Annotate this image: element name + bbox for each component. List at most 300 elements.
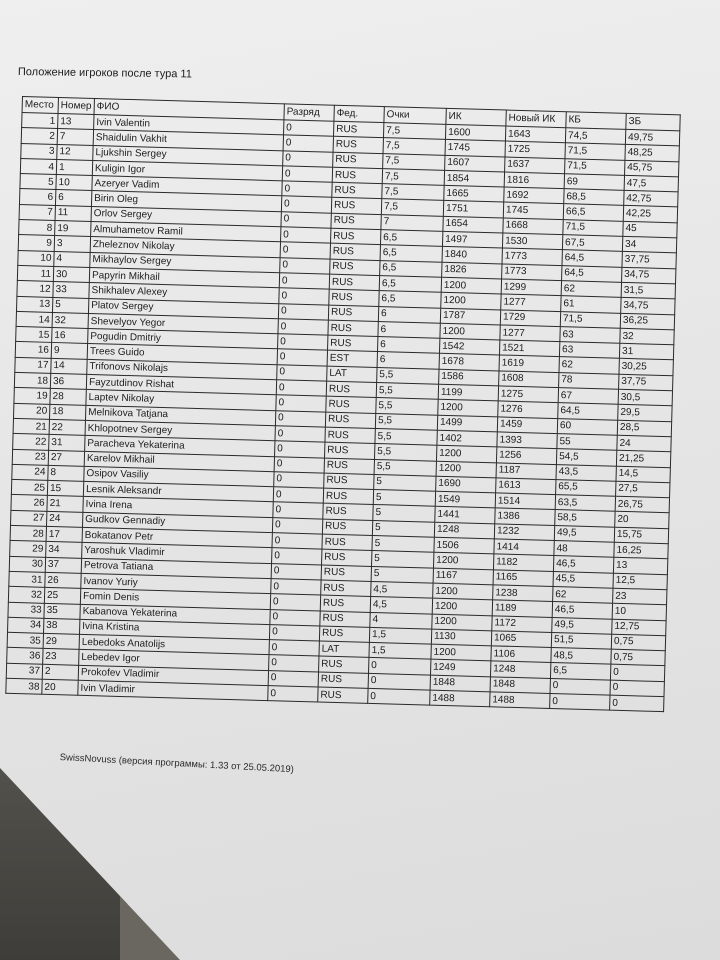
cell-rating: 1600 bbox=[445, 124, 505, 141]
standings-table-body bbox=[6, 97, 680, 712]
cell-fed: RUS bbox=[324, 473, 374, 490]
cell-rank: 0 bbox=[271, 563, 321, 580]
cell-new-rating: 1816 bbox=[504, 172, 564, 189]
cell-name: Kabanova Yekaterina bbox=[80, 604, 270, 625]
cell-zb: 30,25 bbox=[619, 359, 673, 376]
cell-place: 32 bbox=[8, 587, 44, 603]
cell-rank: 0 bbox=[271, 579, 321, 596]
cell-place: 19 bbox=[14, 388, 50, 404]
cell-kb: 48,5 bbox=[551, 648, 611, 665]
cell-place: 3 bbox=[21, 143, 57, 159]
cell-kb: 62 bbox=[559, 357, 619, 374]
cell-kb: 43,5 bbox=[556, 464, 616, 481]
cell-fed: RUS bbox=[328, 335, 378, 352]
cell-new-rating: 1773 bbox=[502, 248, 562, 265]
document-title: Положение игроков после тура 11 bbox=[17, 66, 192, 81]
cell-rank: 0 bbox=[272, 517, 322, 534]
cell-new-rating: 1608 bbox=[499, 371, 559, 388]
cell-name: Laptev Nikolay bbox=[86, 390, 276, 411]
cell-kb: 64,5 bbox=[562, 265, 622, 282]
cell-new-rating: 1106 bbox=[491, 646, 551, 663]
cell-new-rating: 1299 bbox=[501, 279, 561, 296]
cell-place: 7 bbox=[19, 204, 55, 220]
cell-place: 9 bbox=[18, 235, 54, 251]
cell-kb: 0 bbox=[550, 693, 610, 710]
cell-kb: 63 bbox=[559, 342, 619, 359]
cell-points: 5 bbox=[371, 566, 433, 583]
cell-kb: 0 bbox=[550, 678, 610, 695]
cell-place: 28 bbox=[10, 525, 46, 541]
header-cell-kb: КБ bbox=[566, 112, 626, 130]
cell-number: 36 bbox=[50, 373, 86, 389]
cell-new-rating: 1277 bbox=[501, 294, 561, 311]
cell-rating: 1200 bbox=[436, 461, 496, 478]
cell-name: Melnikova Tatjana bbox=[85, 405, 275, 426]
cell-rank: 0 bbox=[279, 273, 329, 290]
cell-kb: 46,5 bbox=[552, 602, 612, 619]
cell-rank: 0 bbox=[278, 334, 328, 351]
cell-fed: LAT bbox=[327, 366, 377, 383]
cell-rating: 1200 bbox=[432, 598, 492, 615]
cell-name: Prokofev Vladimir bbox=[78, 665, 268, 686]
cell-zb: 49,75 bbox=[625, 129, 679, 146]
cell-rating: 1848 bbox=[430, 675, 490, 692]
cell-number: 12 bbox=[57, 144, 93, 160]
cell-zb: 34,75 bbox=[621, 298, 675, 315]
cell-rating: 1199 bbox=[438, 384, 498, 401]
cell-points: 6,5 bbox=[380, 230, 442, 247]
cell-zb: 24 bbox=[617, 435, 671, 452]
cell-name: Osipov Vasiliy bbox=[84, 466, 274, 487]
cell-rating: 1542 bbox=[439, 338, 499, 355]
cell-number: 1 bbox=[56, 159, 92, 175]
cell-points: 5 bbox=[374, 474, 436, 491]
cell-rank: 0 bbox=[276, 395, 326, 412]
cell-zb: 34,75 bbox=[622, 267, 676, 284]
cell-points: 1,5 bbox=[369, 627, 431, 644]
cell-kb: 60 bbox=[557, 418, 617, 435]
cell-number: 35 bbox=[44, 603, 80, 619]
cell-number: 10 bbox=[56, 175, 92, 191]
cell-rating: 1200 bbox=[433, 583, 493, 600]
cell-rank: 0 bbox=[269, 640, 319, 657]
cell-kb: 66,5 bbox=[563, 204, 623, 221]
cell-place: 16 bbox=[15, 342, 51, 358]
cell-fed: RUS bbox=[326, 381, 376, 398]
cell-rank: 0 bbox=[268, 670, 318, 687]
cell-number: 7 bbox=[57, 129, 93, 145]
cell-number: 5 bbox=[52, 297, 88, 313]
header-cell-name: ФИО bbox=[94, 99, 284, 120]
cell-points: 7,5 bbox=[381, 199, 443, 216]
cell-rating: 1441 bbox=[435, 507, 495, 524]
cell-rating: 1840 bbox=[442, 247, 502, 264]
cell-place: 37 bbox=[6, 663, 42, 679]
cell-place: 15 bbox=[16, 327, 52, 343]
cell-points: 7 bbox=[381, 214, 443, 231]
cell-fed: RUS bbox=[324, 458, 374, 475]
cell-new-rating: 1386 bbox=[495, 508, 555, 525]
cell-rank: 0 bbox=[281, 212, 331, 229]
cell-new-rating: 1459 bbox=[497, 417, 557, 434]
cell-rank: 0 bbox=[273, 502, 323, 519]
cell-new-rating: 1530 bbox=[502, 233, 562, 250]
cell-zb: 45,75 bbox=[625, 160, 679, 177]
cell-new-rating: 1187 bbox=[496, 462, 556, 479]
cell-zb: 12,5 bbox=[613, 573, 667, 590]
cell-place: 34 bbox=[8, 617, 44, 633]
cell-rating: 1654 bbox=[443, 216, 503, 233]
cell-rating: 1249 bbox=[430, 660, 490, 677]
cell-zb: 30,5 bbox=[618, 389, 672, 406]
cell-kb: 71,5 bbox=[565, 158, 625, 175]
cell-new-rating: 1613 bbox=[496, 478, 556, 495]
cell-name: Fayzutdinov Rishat bbox=[86, 374, 276, 395]
cell-name: Pogudin Dmitriy bbox=[88, 329, 278, 350]
cell-new-rating: 1619 bbox=[499, 355, 559, 372]
cell-name: Fomin Denis bbox=[80, 589, 270, 610]
cell-points: 6 bbox=[378, 321, 440, 338]
cell-rank: 0 bbox=[276, 380, 326, 397]
cell-place: 26 bbox=[11, 495, 47, 511]
cell-zb: 28,5 bbox=[617, 420, 671, 437]
cell-number: 34 bbox=[46, 542, 82, 558]
cell-name: Ivina Kristina bbox=[79, 619, 269, 640]
cell-points: 4,5 bbox=[371, 581, 433, 598]
cell-points: 6 bbox=[378, 306, 440, 323]
cell-kb: 67,5 bbox=[562, 235, 622, 252]
cell-rank: 0 bbox=[275, 410, 325, 427]
cell-new-rating: 1729 bbox=[500, 310, 560, 327]
cell-place: 38 bbox=[6, 678, 42, 694]
cell-new-rating: 1393 bbox=[497, 432, 557, 449]
cell-fed: RUS bbox=[320, 611, 370, 628]
header-cell-number: Номер bbox=[58, 98, 94, 115]
cell-rank: 0 bbox=[269, 655, 319, 672]
cell-new-rating: 1725 bbox=[505, 141, 565, 158]
cell-new-rating: 1414 bbox=[494, 539, 554, 556]
cell-fed: RUS bbox=[328, 320, 378, 337]
cell-name: Paracheva Yekaterina bbox=[85, 436, 275, 457]
cell-points: 7,5 bbox=[383, 123, 445, 140]
cell-kb: 46,5 bbox=[553, 556, 613, 573]
cell-new-rating: 1065 bbox=[491, 631, 551, 648]
cell-fed: RUS bbox=[330, 244, 380, 261]
cell-name: Orlov Sergey bbox=[91, 206, 281, 227]
cell-name: Ivina Irena bbox=[83, 497, 273, 518]
cell-zb: 14,5 bbox=[616, 466, 670, 483]
cell-zb: 10 bbox=[612, 603, 666, 620]
cell-new-rating: 1773 bbox=[502, 264, 562, 281]
cell-number: 3 bbox=[54, 236, 90, 252]
cell-rank: 0 bbox=[270, 609, 320, 626]
cell-name: Mikhaylov Sergey bbox=[90, 252, 280, 273]
cell-rank: 0 bbox=[278, 303, 328, 320]
cell-name: Ivin Vladimir bbox=[78, 680, 268, 701]
cell-fed: RUS bbox=[329, 289, 379, 306]
cell-kb: 67 bbox=[558, 388, 618, 405]
cell-zb: 29,5 bbox=[618, 405, 672, 422]
cell-fed: RUS bbox=[321, 580, 371, 597]
cell-name: Kuligin Igor bbox=[92, 160, 282, 181]
standings-table bbox=[5, 96, 680, 712]
cell-zb: 48,25 bbox=[625, 145, 679, 162]
cell-zb: 34 bbox=[622, 236, 676, 253]
cell-kb: 65,5 bbox=[556, 479, 616, 496]
cell-number: 22 bbox=[49, 419, 85, 435]
cell-fed: RUS bbox=[322, 534, 372, 551]
program-footer: SwissNovuss (версия программы: 1.33 от 25.05.2019) bbox=[59, 752, 295, 776]
cell-rating: 1690 bbox=[436, 476, 496, 493]
cell-rating: 1167 bbox=[433, 568, 493, 585]
cell-number: 18 bbox=[49, 404, 85, 420]
cell-place: 36 bbox=[7, 648, 43, 664]
cell-zb: 36,25 bbox=[620, 313, 674, 330]
cell-points: 7,5 bbox=[382, 184, 444, 201]
cell-kb: 48 bbox=[554, 541, 614, 558]
cell-kb: 49,5 bbox=[554, 525, 614, 542]
cell-kb: 51,5 bbox=[551, 632, 611, 649]
cell-number: 26 bbox=[45, 572, 81, 588]
cell-name: Lebedoks Anatolijs bbox=[79, 634, 269, 655]
cell-new-rating: 1488 bbox=[490, 692, 550, 709]
cell-points: 4 bbox=[370, 612, 432, 629]
header-cell-points: Очки bbox=[384, 107, 446, 125]
header-cell-zb: ЗБ bbox=[626, 113, 680, 131]
cell-place: 8 bbox=[19, 220, 55, 236]
cell-fed: RUS bbox=[323, 503, 373, 520]
cell-zb: 45 bbox=[623, 221, 677, 238]
cell-number: 6 bbox=[55, 190, 91, 206]
cell-new-rating: 1277 bbox=[500, 325, 560, 342]
cell-rank: 0 bbox=[281, 196, 331, 213]
cell-rating: 1200 bbox=[441, 293, 501, 310]
cell-points: 0 bbox=[368, 673, 430, 690]
cell-new-rating: 1256 bbox=[496, 447, 556, 464]
cell-fed: RUS bbox=[319, 656, 369, 673]
cell-rank: 0 bbox=[284, 120, 334, 137]
cell-rank: 0 bbox=[270, 594, 320, 611]
cell-new-rating: 1165 bbox=[493, 569, 553, 586]
cell-place: 29 bbox=[10, 541, 46, 557]
cell-zb: 0 bbox=[610, 680, 664, 697]
cell-name: Shikhalev Alexey bbox=[89, 283, 279, 304]
cell-number: 11 bbox=[55, 205, 91, 221]
cell-number: 27 bbox=[48, 450, 84, 466]
header-cell-rating: ИК bbox=[446, 108, 506, 126]
cell-number: 37 bbox=[45, 557, 81, 573]
cell-kb: 71,5 bbox=[565, 143, 625, 160]
cell-fed: RUS bbox=[333, 121, 383, 138]
cell-rating: 1826 bbox=[442, 262, 502, 279]
cell-rating: 1248 bbox=[434, 522, 494, 539]
cell-rank: 0 bbox=[273, 487, 323, 504]
cell-zb: 42,25 bbox=[623, 206, 677, 223]
cell-rating: 1402 bbox=[437, 430, 497, 447]
cell-fed: RUS bbox=[331, 213, 381, 230]
cell-zb: 15,75 bbox=[614, 527, 668, 544]
cell-fed: RUS bbox=[325, 427, 375, 444]
cell-place: 2 bbox=[21, 128, 57, 144]
cell-place: 24 bbox=[12, 464, 48, 480]
cell-zb: 0 bbox=[610, 665, 664, 682]
cell-number: 2 bbox=[42, 664, 78, 680]
cell-place: 10 bbox=[18, 250, 54, 266]
cell-kb: 49,5 bbox=[552, 617, 612, 634]
cell-zb: 47,5 bbox=[624, 175, 678, 192]
cell-name: Lesnik Aleksandr bbox=[83, 481, 273, 502]
cell-new-rating: 1521 bbox=[499, 340, 559, 357]
cell-zb: 21,25 bbox=[616, 450, 670, 467]
header-cell-fed: Фед. bbox=[334, 105, 384, 122]
cell-rank: 0 bbox=[277, 364, 327, 381]
cell-fed: RUS bbox=[330, 259, 380, 276]
cell-number: 32 bbox=[52, 312, 88, 328]
cell-rating: 1200 bbox=[441, 277, 501, 294]
cell-new-rating: 1745 bbox=[503, 202, 563, 219]
cell-number: 8 bbox=[48, 465, 84, 481]
cell-rating: 1200 bbox=[432, 614, 492, 631]
cell-kb: 45,5 bbox=[553, 571, 613, 588]
cell-new-rating: 1276 bbox=[498, 401, 558, 418]
cell-number: 15 bbox=[47, 480, 83, 496]
cell-fed: EST bbox=[327, 351, 377, 368]
cell-points: 0 bbox=[368, 688, 430, 705]
cell-place: 11 bbox=[17, 265, 53, 281]
cell-points: 5 bbox=[372, 535, 434, 552]
cell-number: 19 bbox=[55, 221, 91, 237]
cell-points: 5,5 bbox=[375, 413, 437, 430]
header-cell-place: Место bbox=[22, 97, 58, 114]
cell-rank: 0 bbox=[277, 349, 327, 366]
cell-points: 6,5 bbox=[380, 245, 442, 262]
cell-zb: 13 bbox=[613, 558, 667, 575]
cell-place: 14 bbox=[16, 311, 52, 327]
cell-new-rating: 1182 bbox=[493, 554, 553, 571]
cell-fed: RUS bbox=[325, 412, 375, 429]
cell-rating: 1607 bbox=[445, 155, 505, 172]
cell-fed: RUS bbox=[322, 549, 372, 566]
cell-zb: 0,75 bbox=[611, 649, 665, 666]
cell-name: Ljukshin Sergey bbox=[93, 145, 283, 166]
cell-fed: RUS bbox=[328, 305, 378, 322]
cell-rating: 1586 bbox=[439, 369, 499, 386]
cell-rank: 0 bbox=[280, 242, 330, 259]
cell-fed: RUS bbox=[326, 396, 376, 413]
cell-rating: 1665 bbox=[444, 186, 504, 203]
cell-new-rating: 1514 bbox=[495, 493, 555, 510]
cell-points: 4,5 bbox=[370, 597, 432, 614]
cell-zb: 31,5 bbox=[621, 282, 675, 299]
cell-points: 5,5 bbox=[374, 459, 436, 476]
cell-number: 21 bbox=[47, 496, 83, 512]
cell-number: 4 bbox=[54, 251, 90, 267]
cell-rank: 0 bbox=[274, 472, 324, 489]
cell-points: 7,5 bbox=[383, 153, 445, 170]
cell-kb: 6,5 bbox=[550, 663, 610, 680]
cell-points: 6,5 bbox=[379, 276, 441, 293]
cell-rank: 0 bbox=[281, 227, 331, 244]
cell-kb: 71,5 bbox=[560, 311, 620, 328]
cell-number: 33 bbox=[53, 282, 89, 298]
cell-place: 17 bbox=[15, 357, 51, 373]
header-cell-new-rating: Новый ИК bbox=[506, 110, 566, 128]
cell-kb: 55 bbox=[557, 434, 617, 451]
cell-place: 21 bbox=[13, 418, 49, 434]
cell-name: Ivanov Yuriy bbox=[81, 573, 271, 594]
cell-place: 22 bbox=[13, 434, 49, 450]
cell-rating: 1787 bbox=[440, 308, 500, 325]
cell-name: Platov Sergey bbox=[88, 298, 278, 319]
cell-zb: 16,25 bbox=[614, 542, 668, 559]
cell-rank: 0 bbox=[269, 624, 319, 641]
cell-new-rating: 1275 bbox=[498, 386, 558, 403]
cell-fed: RUS bbox=[333, 137, 383, 154]
cell-points: 1,5 bbox=[369, 643, 431, 660]
cell-zb: 37,75 bbox=[619, 374, 673, 391]
cell-points: 5 bbox=[373, 490, 435, 507]
cell-name: Ivin Valentin bbox=[94, 115, 284, 136]
cell-fed: RUS bbox=[333, 152, 383, 169]
cell-place: 4 bbox=[20, 158, 56, 174]
cell-points: 6,5 bbox=[379, 291, 441, 308]
cell-name: Shaidulin Vakhit bbox=[93, 130, 283, 151]
cell-rank: 0 bbox=[282, 166, 332, 183]
cell-kb: 63,5 bbox=[555, 495, 615, 512]
cell-rating: 1497 bbox=[442, 231, 502, 248]
cell-number: 24 bbox=[46, 511, 82, 527]
cell-kb: 64,5 bbox=[558, 403, 618, 420]
cell-new-rating: 1637 bbox=[505, 157, 565, 174]
cell-place: 18 bbox=[14, 372, 50, 388]
cell-number: 16 bbox=[52, 328, 88, 344]
cell-kb: 74,5 bbox=[565, 128, 625, 145]
cell-place: 12 bbox=[17, 281, 53, 297]
cell-rank: 0 bbox=[283, 150, 333, 167]
cell-rating: 1506 bbox=[434, 537, 494, 554]
cell-rank: 0 bbox=[275, 441, 325, 458]
cell-number: 28 bbox=[50, 389, 86, 405]
cell-kb: 58,5 bbox=[555, 510, 615, 527]
cell-rating: 1745 bbox=[445, 140, 505, 157]
cell-name: Birin Oleg bbox=[91, 191, 281, 212]
cell-rank: 0 bbox=[280, 257, 330, 274]
cell-zb: 32 bbox=[620, 328, 674, 345]
cell-new-rating: 1172 bbox=[492, 615, 552, 632]
cell-new-rating: 1248 bbox=[490, 661, 550, 678]
cell-number: 9 bbox=[51, 343, 87, 359]
cell-fed: RUS bbox=[323, 488, 373, 505]
cell-rank: 0 bbox=[282, 181, 332, 198]
cell-kb: 63 bbox=[560, 326, 620, 343]
cell-name: Shevelyov Yegor bbox=[88, 313, 278, 334]
cell-points: 5,5 bbox=[375, 444, 437, 461]
cell-fed: RUS bbox=[322, 519, 372, 536]
cell-rating: 1200 bbox=[436, 445, 496, 462]
cell-new-rating: 1643 bbox=[505, 126, 565, 143]
cell-points: 5 bbox=[373, 505, 435, 522]
cell-name: Khlopotnev Sergey bbox=[85, 420, 275, 441]
cell-place: 33 bbox=[8, 602, 44, 618]
cell-place: 27 bbox=[11, 510, 47, 526]
cell-number: 20 bbox=[42, 679, 78, 695]
cell-place: 31 bbox=[9, 571, 45, 587]
cell-place: 1 bbox=[22, 113, 58, 129]
cell-rating: 1200 bbox=[438, 400, 498, 417]
cell-kb: 62 bbox=[561, 281, 621, 298]
cell-fed: RUS bbox=[318, 672, 368, 689]
cell-kb: 64,5 bbox=[562, 250, 622, 267]
